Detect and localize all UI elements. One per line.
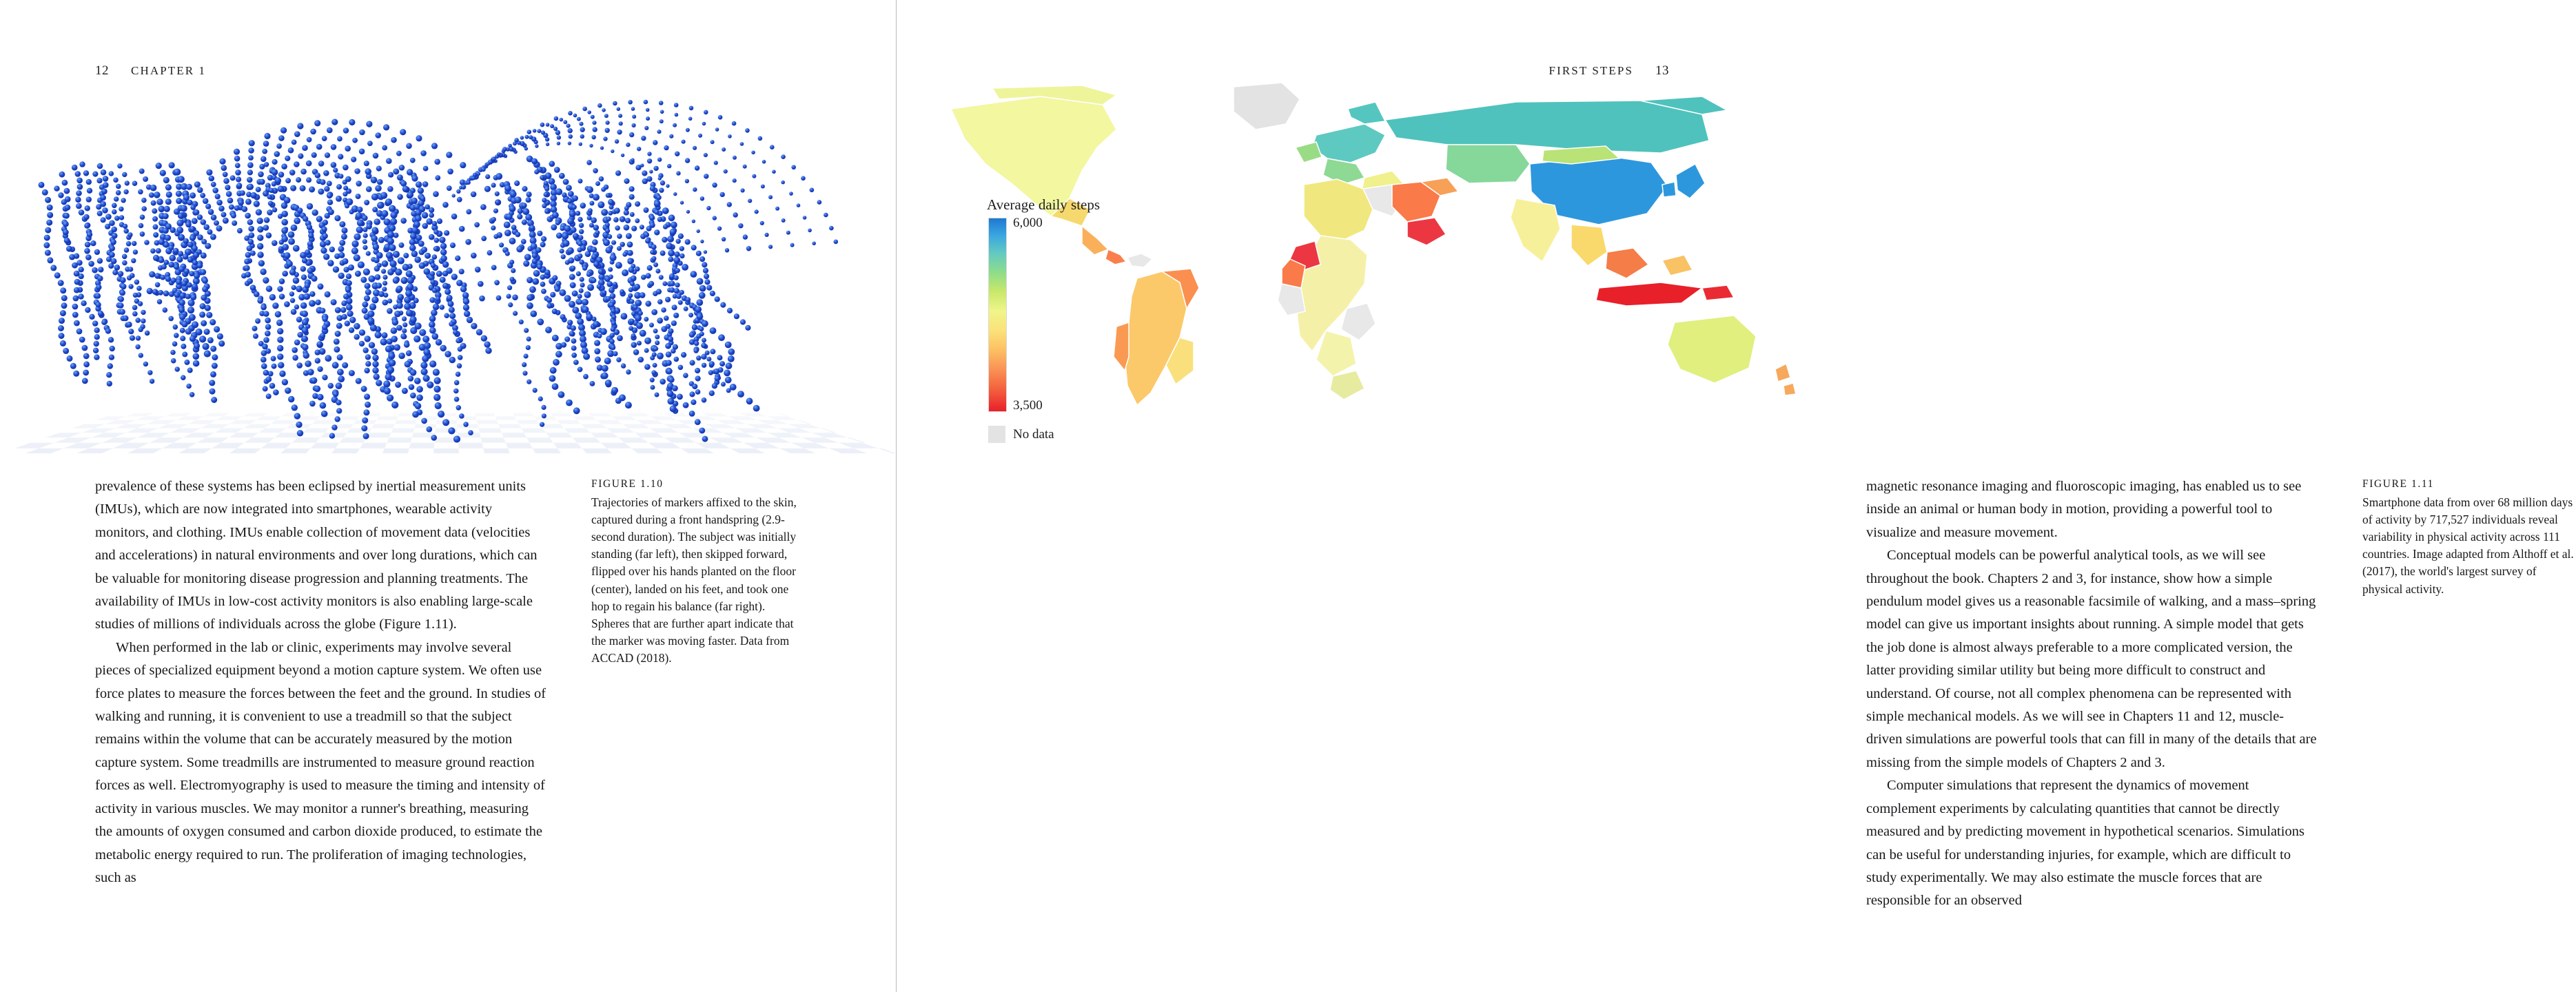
marker-trajectories-svg [0,81,896,453]
right-paragraph-2: Conceptual models can be powerful analytical tools, as we will see throughout the book. Chapters 2 and 3, for instance, show how a simple pendulum model gives us a reasonable facsimile of walking, and a mass–spring model can give us important insights about running. A simple model that gets the job done is almost always preferable to a more complicated version, the latter providing similar utility but being more difficult to construct and understand. Of course, not all complex phenomena can be represented with simple mechanical models. As we will see in Chapters 11 and 12, muscle-driven simulations are powerful tools that can fill in many of the details that are missing from the simple models of Chapters 2 and 3. [1866,548,2317,770]
figure-1-11-caption-text: Smartphone data from over 68 million days of activity by 717,527 individuals reveal variability in physical activity across 111 countries. Image adapted from Althoff et al. (2017), the world's largest survey of physical activity. [2362,495,2574,596]
figure-1-10-label: FIGURE 1.10 [591,478,664,490]
left-paragraph-1: prevalence of these systems has been eclipsed by inertial measurement units (IMUs), which are now integrated into smartphones, wearable activity monitors, and clothing. IMUs enable collection of movement data (velocities and accelerations) in natural environments and over long durations, which can be valuable for monitoring disease progression and planning treatments. The availability of IMUs in low-cost activity monitors is also enabling large-scale studies of millions of individuals across the globe (Figure 1.11). [95,479,538,632]
map-legend-min-label: 3,500 [1013,398,1043,413]
left-folio: 12 [95,63,109,78]
figure-1-10-image [0,81,896,453]
map-legend-colorbar [988,218,1007,412]
left-body-text [95,475,549,889]
map-legend-nodata-swatch [988,426,1005,443]
figure-1-11-caption [2362,475,2576,598]
map-legend-title: Average daily steps [987,196,1101,213]
left-running-head [95,63,206,79]
right-running-head [1549,63,1669,79]
right-body-text [1866,475,2320,913]
right-section-title: FIRST STEPS [1548,64,1633,77]
left-page [0,0,882,992]
right-paragraph-3: Computer simulations that represent the dynamics of movement complement experiments by calculating quantities that cannot be directly measured and by predicting movement in hypothetical scenarios. Simulations can be useful for understanding injuries, for example, which are difficult to study experimentally. We may also estimate the muscle forces that are responsible for an observed [1866,778,2304,909]
right-paragraph-1: magnetic resonance imaging and fluoroscopic imaging, has enabled us to see inside an animal or human body in motion, providing a powerful tool to visualize and measure movement. [1866,479,2302,540]
left-chapter-title: CHAPTER 1 [131,64,207,77]
map-legend-nodata-label: No data [1013,427,1054,442]
figure-1-10-caption [591,475,805,667]
figure-1-11-label: FIGURE 1.11 [2362,478,2435,490]
figure-1-11-image [910,81,1764,453]
left-paragraph-2: When performed in the lab or clinic, experiments may involve several pieces of specialized equipment beyond a motion capture system. We often use force plates to measure the forces between the feet and the ground. In studies of walking and running, it is convenient to use a treadmill so that the subject remains within the volume that can be accurately measured by the motion capture system. Some treadmills are instrumented to measure ground reaction forces as well. Electromyography is used to measure the timing and intensity of activity in various muscles. We may monitor a runner's breathing, measuring the amounts of oxygen consumed and carbon dioxide produced, to estimate the metabolic energy required to run. The proliferation of imaging technologies, such as [95,639,546,885]
world-choropleth-svg [910,81,1764,453]
map-legend-max-label: 6,000 [1013,216,1043,230]
figure-1-10-caption-text: Trajectories of markers affixed to the skin, captured during a front handspring (2.9-second duration). The subject was initially standing (far left), then skipped forward, flipped over his hands planted on the floor (center), landed on his feet, and took one hop to regain his balance (far right). Spheres that are further apart indicate that the marker was moving faster. Data from ACCAD (2018). [591,495,797,665]
right-folio: 13 [1655,63,1669,78]
